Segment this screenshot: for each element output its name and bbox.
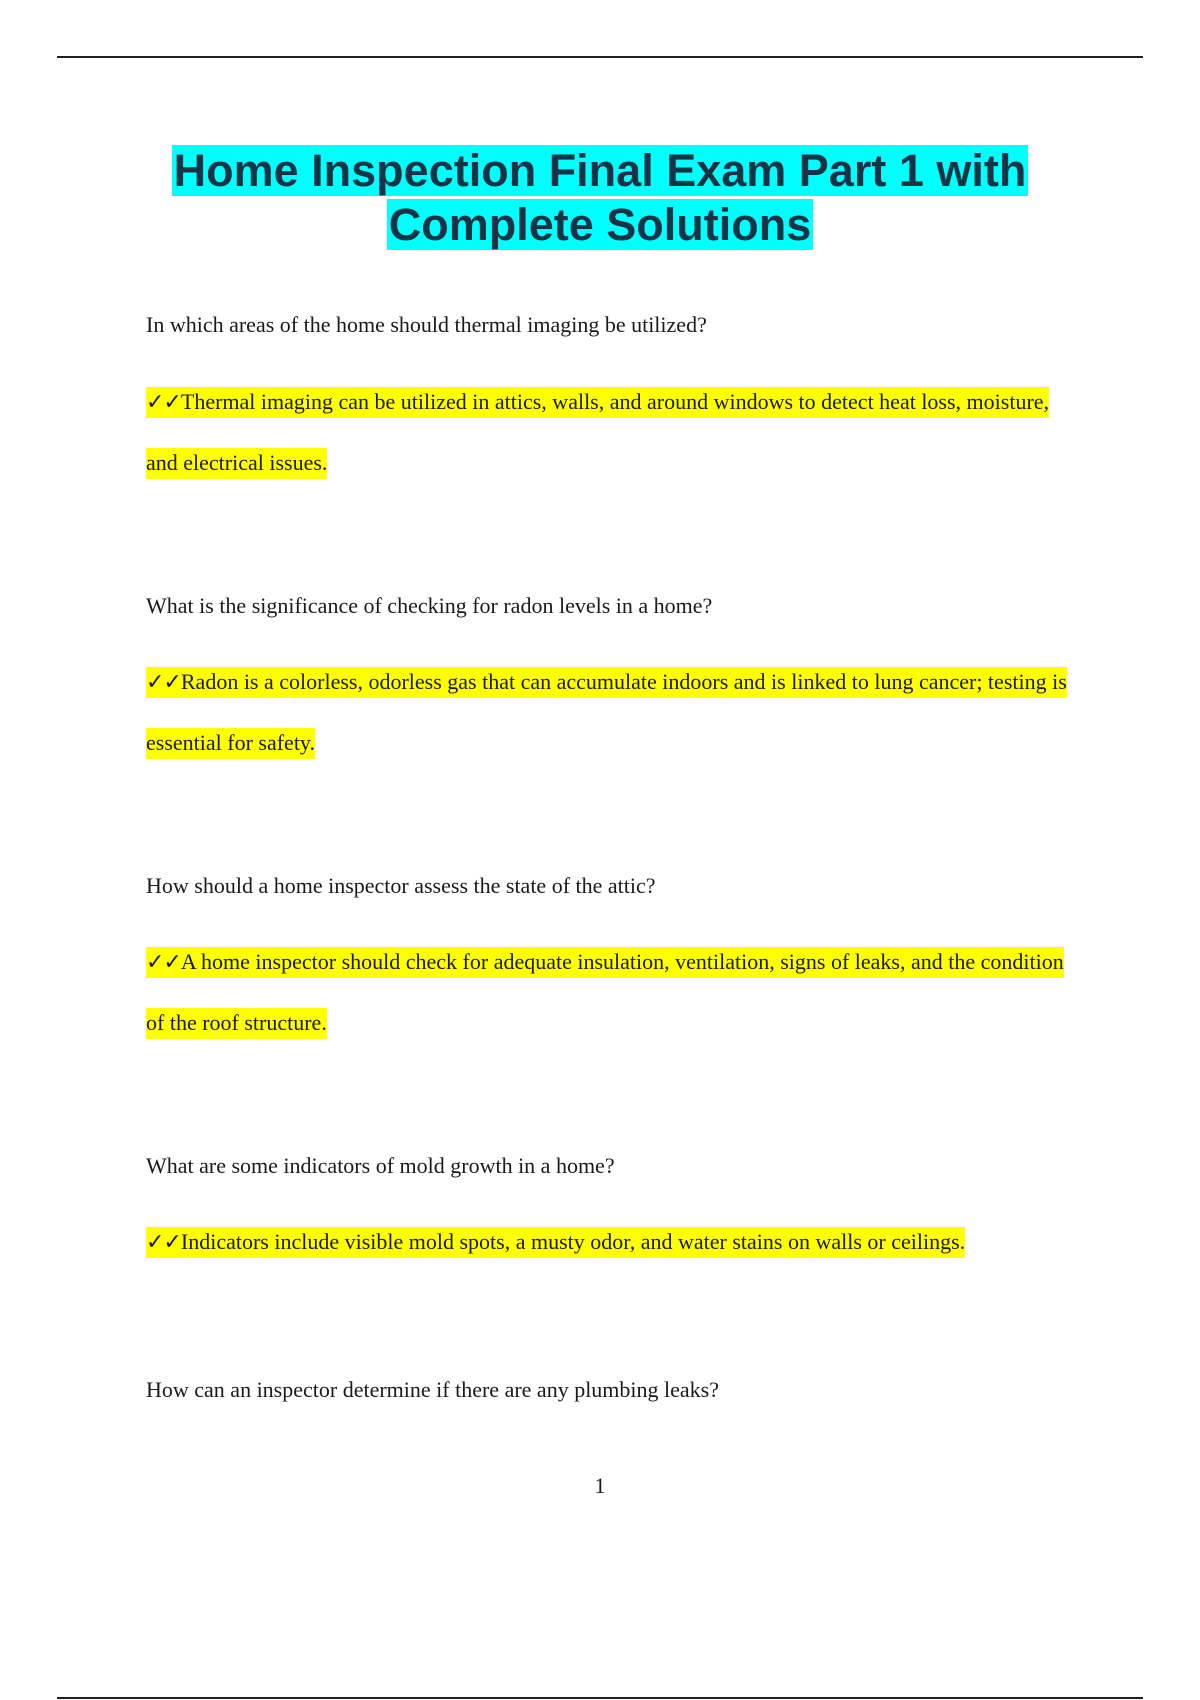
answer-4-text: Indicators include visible mold spots, a musty odor, and water stains on walls or ceilings.	[180, 1229, 966, 1254]
question-2: What is the significance of checking for radon levels in a home?	[146, 593, 713, 618]
answer-3	[146, 932, 1086, 1053]
answer-2-text: Radon is a colorless, odorless gas that can accumulate indoors and is linked to lung cancer; testing is essential for safety.	[146, 669, 1067, 755]
bottom-rule	[57, 1697, 1143, 1699]
answer-3-text: A home inspector should check for adequate insulation, ventilation, signs of leaks, and the condition of the roof structure.	[146, 949, 1064, 1035]
question-3: How should a home inspector assess the state of the attic?	[146, 873, 656, 898]
check-icon: ✓✓	[146, 390, 181, 415]
question-1: In which areas of the home should thermal imaging be utilized?	[146, 312, 707, 337]
document-title	[0, 144, 1200, 252]
check-icon: ✓✓	[146, 1230, 181, 1255]
title-line-2: Complete Solutions	[388, 199, 812, 250]
question-4: What are some indicators of mold growth in a home?	[146, 1153, 615, 1178]
answer-2	[146, 652, 1086, 773]
page-number: 1	[594, 1473, 606, 1498]
check-icon: ✓✓	[146, 670, 181, 695]
answer-1-text: Thermal imaging can be utilized in attics, walls, and around windows to detect heat loss, moisture, and electrical issues.	[146, 389, 1050, 475]
answer-4	[146, 1212, 1086, 1273]
top-rule	[57, 56, 1143, 58]
answer-1	[146, 372, 1086, 493]
title-line-1: Home Inspection Final Exam Part 1 with	[173, 145, 1027, 196]
question-5: How can an inspector determine if there are any plumbing leaks?	[146, 1377, 719, 1402]
check-icon: ✓✓	[146, 950, 181, 975]
